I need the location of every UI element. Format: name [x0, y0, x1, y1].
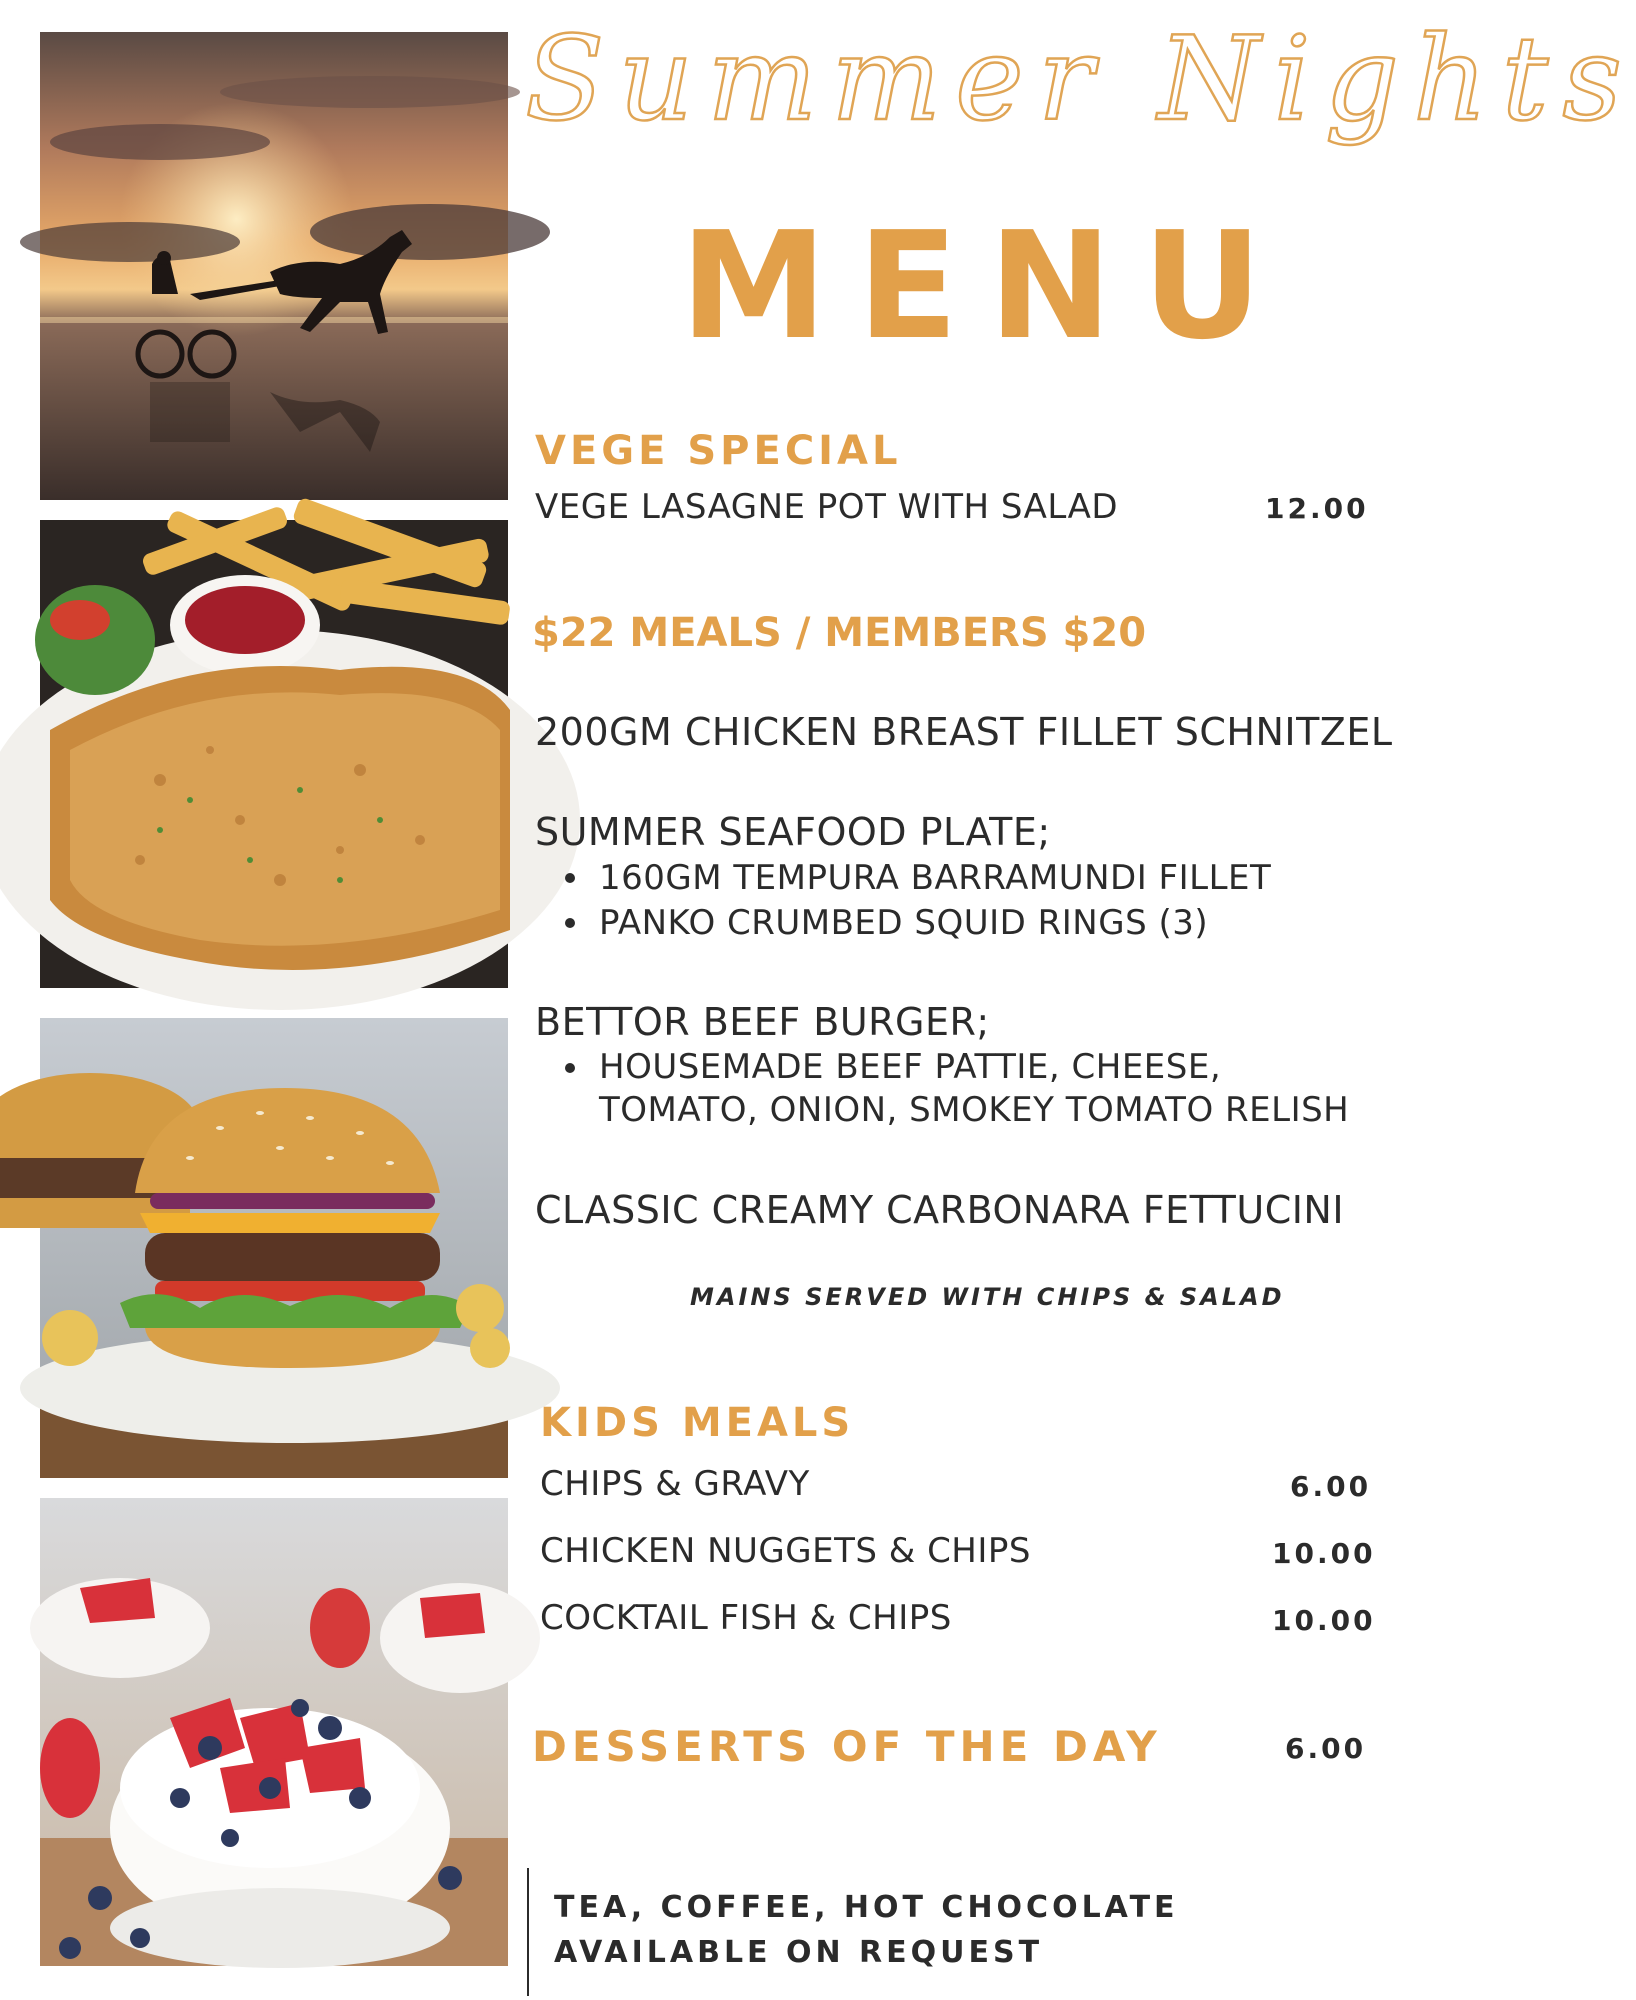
vege-special-heading: VEGE SPECIAL: [535, 428, 902, 474]
menu-title: MENU: [680, 200, 1293, 372]
pavlova-dessert-photo: [40, 1498, 508, 1966]
kids-meals-heading: KIDS MEALS: [540, 1400, 855, 1446]
beef-burger-photo: [40, 1018, 508, 1478]
mains-note: MAINS SERVED WITH CHIPS & SALAD: [690, 1283, 1285, 1311]
seafood-bullet-1: 160GM TEMPURA BARRAMUNDI FILLET: [599, 858, 1272, 898]
desserts-price: 6.00: [1285, 1732, 1367, 1765]
schnitzel-item: 200GM CHICKEN BREAST FILLET SCHNITZEL: [535, 710, 1393, 754]
seafood-plate-title: SUMMER SEAFOOD PLATE;: [535, 810, 1051, 854]
footer-line-2: AVAILABLE ON REQUEST: [554, 1935, 1044, 1970]
footer-divider: [527, 1868, 529, 1996]
kids-item-name: CHIPS & GRAVY: [540, 1464, 810, 1504]
desserts-heading: DESSERTS OF THE DAY: [532, 1722, 1162, 1771]
harness-racing-sunset-photo: [40, 32, 508, 500]
footer-line-1: TEA, COFFEE, HOT CHOCOLATE: [554, 1890, 1179, 1925]
meals-heading: $22 MEALS / MEMBERS $20: [532, 610, 1147, 656]
burger-bullet-line-1: HOUSEMADE BEEF PATTIE, CHEESE,: [599, 1047, 1222, 1087]
burger-title: BETTOR BEEF BURGER;: [535, 1000, 990, 1044]
chicken-schnitzel-photo: [40, 520, 508, 988]
bullet: [565, 1063, 575, 1073]
kids-item-price: 10.00: [1272, 1604, 1376, 1637]
kids-item-name: COCKTAIL FISH & CHIPS: [540, 1598, 952, 1638]
kids-item-price: 6.00: [1290, 1470, 1372, 1503]
kids-item-price: 10.00: [1272, 1537, 1376, 1570]
bullet: [565, 918, 575, 928]
seafood-bullet-2: PANKO CRUMBED SQUID RINGS (3): [599, 903, 1209, 943]
bullet: [565, 873, 575, 883]
burger-bullet-line-2: TOMATO, ONION, SMOKEY TOMATO RELISH: [599, 1090, 1350, 1130]
script-title: Summer Nights: [525, 12, 1636, 147]
vege-special-item: VEGE LASAGNE POT WITH SALAD: [535, 487, 1119, 527]
carbonara-item: CLASSIC CREAMY CARBONARA FETTUCINI: [535, 1188, 1345, 1232]
vege-special-price: 12.00: [1265, 492, 1369, 525]
kids-item-name: CHICKEN NUGGETS & CHIPS: [540, 1531, 1031, 1571]
